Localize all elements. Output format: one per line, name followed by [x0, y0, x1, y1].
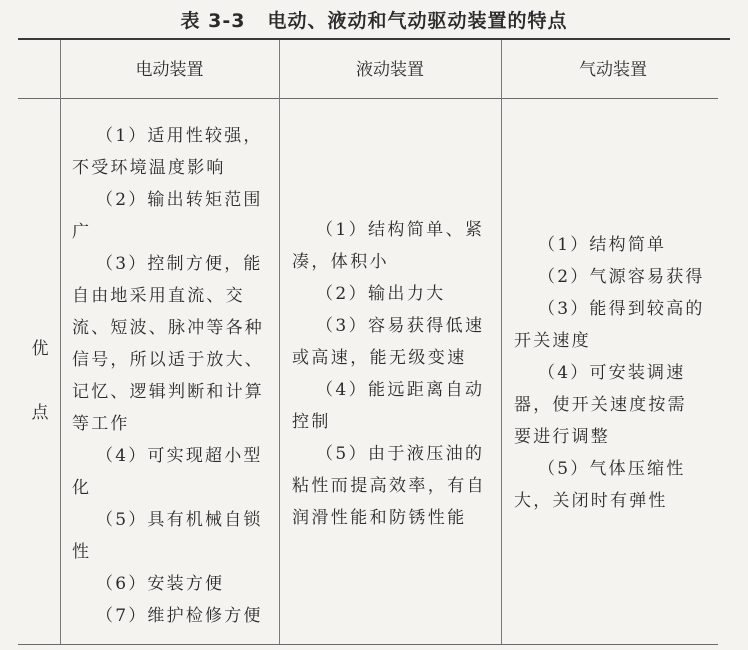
- cell-line: （5）气体压缩性: [538, 459, 686, 479]
- cell-line: 广: [72, 222, 92, 242]
- column-divider: [60, 40, 61, 644]
- cell-line: 信号，所以适于放大、: [72, 350, 264, 370]
- cell-line: （1）结构简单: [538, 235, 667, 255]
- table-caption: 电动、液动和气动驱动装置的特点: [267, 10, 568, 32]
- cell-line: （4）能远距离自动: [316, 380, 485, 400]
- cell-line: 不受环境温度影响: [72, 158, 226, 178]
- cell-line: 等工作: [72, 414, 130, 434]
- column-header-pneumatic: 气动装置: [579, 60, 647, 80]
- table-bottom-rule: [18, 644, 718, 645]
- cell-line: 大，关闭时有弹性: [514, 491, 668, 511]
- cell-line: 控制: [292, 412, 331, 432]
- cell-line: 润滑性能和防锈性能: [292, 508, 467, 528]
- cell-line: （6）安装方便: [96, 574, 225, 594]
- cell-line: （1）结构简单、紧: [316, 220, 485, 240]
- cell-line: 记忆、逻辑判断和计算: [72, 382, 264, 402]
- cell-hydraulic: [292, 214, 498, 534]
- cell-line: （5）具有机械自锁: [96, 510, 263, 530]
- row-label-advantages: 点: [31, 403, 49, 423]
- cell-pneumatic: [514, 229, 704, 517]
- cell-line: （2）气源容易获得: [538, 267, 705, 287]
- cell-line: （2）输出转矩范围: [96, 190, 263, 210]
- row-label-advantages: 优: [31, 339, 49, 359]
- column-header-electric: 电动装置: [135, 60, 204, 80]
- cell-line: （3）能得到较高的: [538, 299, 705, 319]
- cell-line: 性: [72, 542, 92, 562]
- cell-line: （4）可安装调速: [538, 363, 686, 383]
- cell-line: （5）由于液压油的: [316, 444, 485, 464]
- cell-line: 化: [72, 478, 92, 498]
- cell-line: 凑，体积小: [292, 252, 389, 272]
- cell-line: 粘性而提高效率，有自: [292, 476, 486, 496]
- column-divider: [501, 40, 502, 644]
- table-title: [0, 6, 748, 33]
- cell-line: 器，使开关速度按需: [514, 395, 687, 415]
- cell-electric: [72, 120, 270, 632]
- column-header-hydraulic: 液动装置: [356, 60, 424, 80]
- cell-line: 或高速，能无级变速: [292, 348, 467, 368]
- table-top-rule: [18, 38, 730, 40]
- cell-line: （7）维护检修方便: [96, 606, 263, 626]
- cell-line: （3）控制方便，能: [96, 254, 263, 274]
- cell-line: 流、短波、脉冲等各种: [72, 318, 264, 338]
- cell-line: （4）可实现超小型: [96, 446, 263, 466]
- column-divider: [279, 40, 280, 644]
- cell-line: （3）容易获得低速: [316, 316, 485, 336]
- cell-line: 要进行调整: [514, 427, 610, 447]
- cell-line: 自由地采用直流、交: [72, 286, 245, 306]
- table-header-rule: [18, 98, 718, 99]
- cell-line: 开关速度: [514, 331, 591, 351]
- cell-line: （2）输出力大: [316, 284, 446, 304]
- cell-line: （1）适用性较强，: [96, 126, 263, 146]
- table-number: 表 3-3: [180, 10, 246, 32]
